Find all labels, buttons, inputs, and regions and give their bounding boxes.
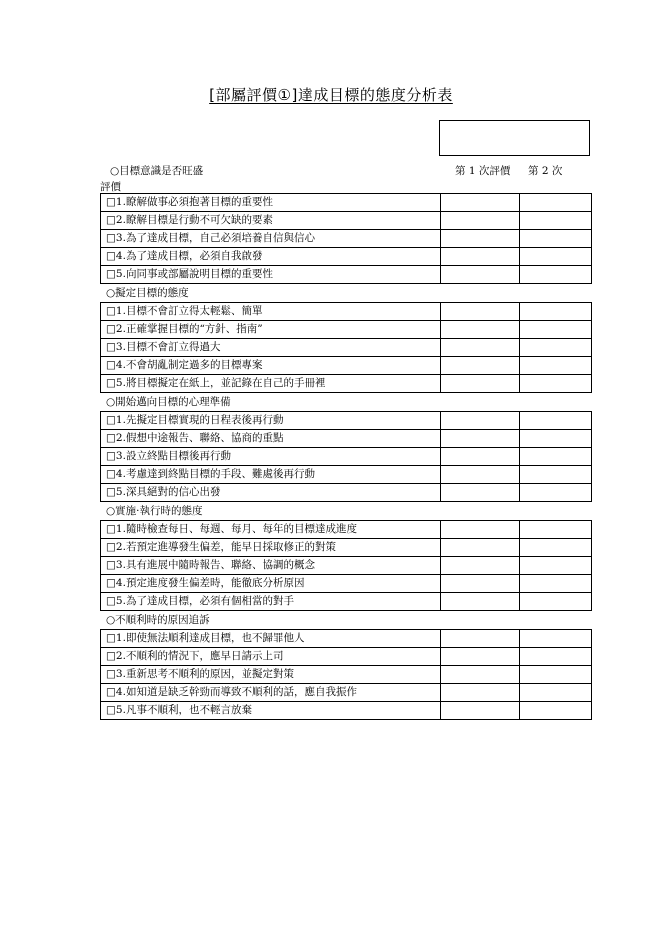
section-table <box>100 629 592 720</box>
table-row <box>101 212 592 230</box>
second-evaluation-cell[interactable] <box>520 521 592 539</box>
column-header <box>110 163 570 177</box>
first-evaluation-cell[interactable] <box>441 357 520 375</box>
table-row <box>101 321 592 339</box>
table-row <box>101 521 592 539</box>
first-evaluation-cell[interactable] <box>441 557 520 575</box>
table-row <box>101 248 592 266</box>
table-row <box>101 684 592 702</box>
criterion-item[interactable]: □4.預定進度發生偏差時，能徹底分析原因 <box>101 575 441 593</box>
first-evaluation-cell[interactable] <box>441 702 520 720</box>
second-evaluation-cell[interactable] <box>520 339 592 357</box>
second-evaluation-cell[interactable] <box>520 412 592 430</box>
criterion-item[interactable]: □1.目標不會訂立得太輕鬆、簡單 <box>101 303 441 321</box>
second-evaluation-cell[interactable] <box>520 212 592 230</box>
criterion-item[interactable]: □5.將目標擬定在紙上，並記錄在自己的手冊裡 <box>101 375 441 393</box>
section-title: ○擬定目標的態度 <box>106 287 189 299</box>
table-row <box>101 666 592 684</box>
criterion-item[interactable]: □4.不會胡亂制定過多的目標專案 <box>101 357 441 375</box>
section-table <box>100 411 592 502</box>
first-evaluation-cell[interactable] <box>441 539 520 557</box>
criterion-item[interactable]: □1.先擬定目標實現的日程表後再行動 <box>101 412 441 430</box>
second-evaluation-cell[interactable] <box>520 575 592 593</box>
first-evaluation-cell[interactable] <box>441 212 520 230</box>
table-row <box>101 702 592 720</box>
table-row <box>101 430 592 448</box>
criterion-item[interactable]: □4.如知道是缺乏幹勁而導致不順利的話，應自我振作 <box>101 684 441 702</box>
table-row <box>101 412 592 430</box>
criterion-item[interactable]: □3.具有進展中隨時報告、聯絡、協調的概念 <box>101 557 441 575</box>
second-evaluation-header: 第 2 次 <box>528 165 563 177</box>
section-title: ○實施·執行時的態度 <box>106 505 203 517</box>
section-title: ○不順利時的原因追訴 <box>106 614 210 626</box>
first-evaluation-cell[interactable] <box>441 412 520 430</box>
section-table <box>100 302 592 393</box>
table-row <box>101 194 592 212</box>
second-evaluation-cell[interactable] <box>520 684 592 702</box>
second-evaluation-cell[interactable] <box>520 666 592 684</box>
first-evaluation-cell[interactable] <box>441 666 520 684</box>
criterion-item[interactable]: □4.為了達成目標，必須自我啟發 <box>101 248 441 266</box>
criterion-item[interactable]: □5.為了達成目標，必須有個相當的對手 <box>101 593 441 611</box>
table-row <box>101 357 592 375</box>
criterion-item[interactable]: □2.假想中途報告、聯絡、協商的重點 <box>101 430 441 448</box>
table-row <box>101 593 592 611</box>
criteria-label: ○目標意識是否旺盛 <box>110 165 204 177</box>
table-row <box>101 448 592 466</box>
table-row <box>101 375 592 393</box>
second-evaluation-cell[interactable] <box>520 630 592 648</box>
evaluation-sheet <box>100 193 591 720</box>
criterion-item[interactable]: □5.凡事不順利，也不輕言放棄 <box>101 702 441 720</box>
second-evaluation-cell[interactable] <box>520 593 592 611</box>
first-evaluation-cell[interactable] <box>441 684 520 702</box>
first-evaluation-cell[interactable] <box>441 593 520 611</box>
second-evaluation-cell[interactable] <box>520 648 592 666</box>
second-evaluation-cell[interactable] <box>520 357 592 375</box>
table-row <box>101 484 592 502</box>
criterion-item[interactable]: □2.正確掌握目標的“方針、指南” <box>101 321 441 339</box>
second-evaluation-cell[interactable] <box>520 448 592 466</box>
table-row <box>101 539 592 557</box>
criterion-item[interactable]: □4.考慮達到終點目標的手段、難處後再行動 <box>101 466 441 484</box>
table-row <box>101 575 592 593</box>
second-evaluation-cell[interactable] <box>520 375 592 393</box>
second-evaluation-cell[interactable] <box>520 466 592 484</box>
criterion-item[interactable]: □3.為了達成目標，自己必須培養自信與信心 <box>101 230 441 248</box>
criterion-item[interactable]: □3.設立終點目標後再行動 <box>101 448 441 466</box>
criterion-item[interactable]: □1.即使無法順利達成目標，也不歸罪他人 <box>101 630 441 648</box>
first-evaluation-cell[interactable] <box>441 430 520 448</box>
first-evaluation-header: 第 1 次評價 <box>455 165 511 177</box>
criterion-item[interactable]: □1.隨時檢查每日、每週、每月、每年的目標達成進度 <box>101 521 441 539</box>
first-evaluation-cell[interactable] <box>441 648 520 666</box>
second-evaluation-cell[interactable] <box>520 248 592 266</box>
section-title: ○開始邁向目標的心理準備 <box>106 396 231 408</box>
second-evaluation-cell[interactable] <box>520 266 592 284</box>
second-evaluation-cell[interactable] <box>520 321 592 339</box>
table-row <box>101 630 592 648</box>
second-evaluation-cell[interactable] <box>520 303 592 321</box>
criterion-item[interactable]: □2.不順利的情況下，應早日請示上司 <box>101 648 441 666</box>
section-table <box>100 193 592 284</box>
score-box[interactable] <box>439 120 590 156</box>
second-evaluation-cell[interactable] <box>520 430 592 448</box>
first-evaluation-cell[interactable] <box>441 575 520 593</box>
criterion-item[interactable]: □2.若預定進導發生偏差，能早日採取修正的對策 <box>101 539 441 557</box>
table-row <box>101 303 592 321</box>
second-evaluation-cell[interactable] <box>520 702 592 720</box>
criterion-item[interactable]: □1.瞭解做事必須抱著目標的重要性 <box>101 194 441 212</box>
table-row <box>101 557 592 575</box>
second-evaluation-cell[interactable] <box>520 557 592 575</box>
criterion-item[interactable]: □3.目標不會訂立得過大 <box>101 339 441 357</box>
first-evaluation-cell[interactable] <box>441 521 520 539</box>
first-evaluation-cell[interactable] <box>441 194 520 212</box>
table-row <box>101 339 592 357</box>
criterion-item[interactable]: □5.深具絕對的信心出發 <box>101 484 441 502</box>
first-evaluation-cell[interactable] <box>441 230 520 248</box>
second-evaluation-cell[interactable] <box>520 484 592 502</box>
second-evaluation-cell[interactable] <box>520 539 592 557</box>
first-evaluation-cell[interactable] <box>441 630 520 648</box>
second-evaluation-cell[interactable] <box>520 230 592 248</box>
first-evaluation-cell[interactable] <box>441 321 520 339</box>
first-evaluation-cell[interactable] <box>441 375 520 393</box>
first-evaluation-cell[interactable] <box>441 266 520 284</box>
first-evaluation-cell[interactable] <box>441 466 520 484</box>
table-row <box>101 466 592 484</box>
page-title: [部屬評價①]達成目標的態度分析表 <box>209 86 453 104</box>
criterion-item[interactable]: □2.瞭解目標是行動不可欠缺的要素 <box>101 212 441 230</box>
table-row <box>101 648 592 666</box>
first-evaluation-cell[interactable] <box>441 339 520 357</box>
section-table <box>100 520 592 611</box>
second-evaluation-header-wrap: 評價 <box>100 181 121 193</box>
first-evaluation-cell[interactable] <box>441 484 520 502</box>
first-evaluation-cell[interactable] <box>441 303 520 321</box>
table-row <box>101 230 592 248</box>
table-row <box>101 266 592 284</box>
criterion-item[interactable]: □3.重新思考不順利的原因，並擬定對策 <box>101 666 441 684</box>
second-evaluation-cell[interactable] <box>520 194 592 212</box>
first-evaluation-cell[interactable] <box>441 448 520 466</box>
criterion-item[interactable]: □5.向同事或部屬說明目標的重要性 <box>101 266 441 284</box>
first-evaluation-cell[interactable] <box>441 248 520 266</box>
